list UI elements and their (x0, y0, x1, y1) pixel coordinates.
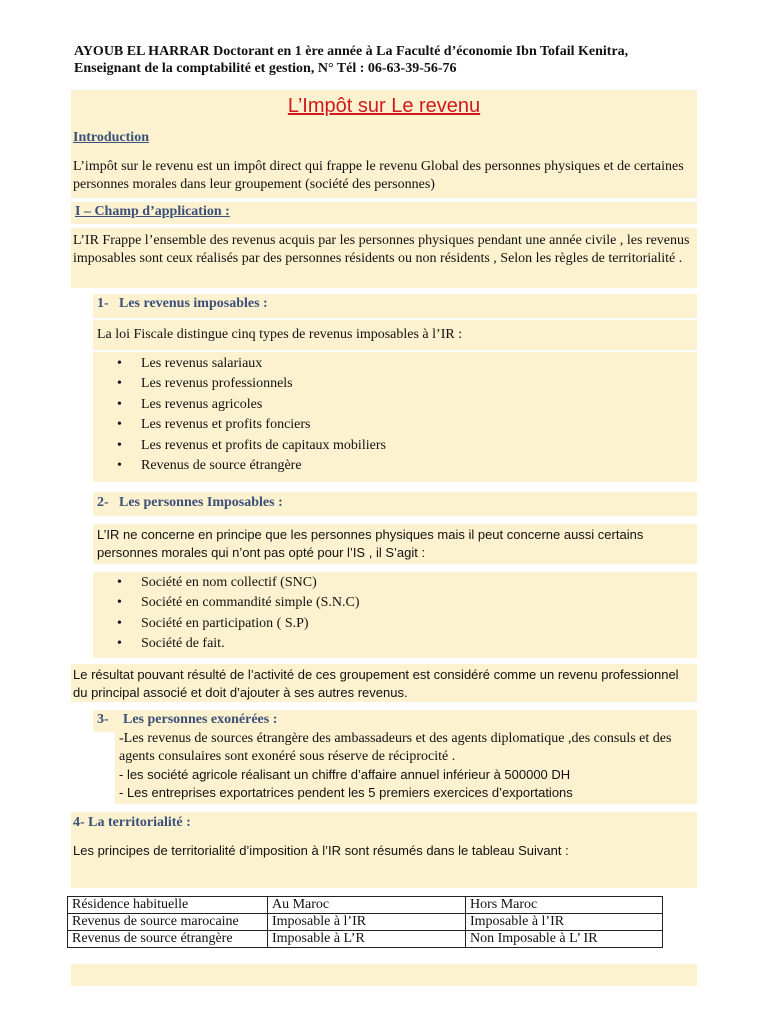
list-item: • Société en commandité simple (S.N.C) (93, 593, 697, 613)
exempt-line-1: -Les revenus de sources étrangère des ambassadeurs et des agents diplomatique ,des consuls et des agents consulaires sont exonéré sous réserve de réciprocité . (119, 731, 672, 764)
table-cell: Imposable à l’IR (466, 914, 663, 931)
revenue-types-list (93, 354, 697, 476)
sub2-heading-block (93, 492, 697, 516)
list-item: • Les revenus salariaux (93, 354, 697, 374)
page-title (71, 90, 697, 128)
sub2-number: 2- (97, 495, 109, 510)
list-item: • Les revenus professionnels (93, 374, 697, 394)
exempt-line-2: - les société agricole réalisant un chiffre d’affaire annuel inférieur à 500000 DH (119, 767, 571, 782)
author-line-1: AYOUB EL HARRAR Doctorant en 1 ère année à La Faculté d’économie Ibn Tofail Kenitra, (74, 44, 629, 59)
list-item: • Les revenus et profits de capitaux mobiliers (93, 436, 697, 456)
section1-heading: I – Champ d’application : (75, 204, 230, 219)
territoriality-table (67, 896, 663, 948)
sub4-heading: 4- La territorialité : (73, 815, 191, 830)
table-cell: Imposable à L’R (268, 931, 466, 948)
list-item: • Société en participation ( S.P) (93, 614, 697, 634)
sub2-intro: L’IR ne concerne en principe que les personnes physiques mais il peut concerne aussi certains personnes morales qui n’ont pas opté pour l’IS , il S’agit : (93, 524, 697, 564)
sub4-paragraph-block (71, 836, 697, 888)
table-cell: Imposable à l’IR (268, 914, 466, 931)
list-item: • Les revenus et profits fonciers (93, 415, 697, 435)
table-cell: Revenus de source étrangère (68, 931, 268, 948)
sub2-result: Le résultat pouvant résulté de l’activité de ces groupement est considéré comme un revenu professionnel du principal associé et doit d’ajouter à ses autres revenus. (71, 664, 697, 702)
table-cell: Résidence habituelle (68, 897, 268, 914)
taxable-entities-list (93, 573, 697, 655)
section1-heading-block (71, 202, 697, 224)
section1-paragraph: L’IR Frappe l’ensemble des revenus acquis par les personnes physiques pendant une année civile , les revenus imposables sont ceux réalisés par des personnes résidents ou non résidents , Selon les règles de territorialité . (71, 228, 697, 288)
sub4-paragraph: Les principes de territorialité d’imposition à l’IR sont résumés dans le tableau Suivant : (73, 843, 569, 858)
sub3-heading-block (93, 710, 697, 732)
sub3-heading: Les personnes exonérées : (123, 712, 278, 727)
table-cell: Hors Maroc (466, 897, 663, 914)
list-item: • Société en nom collectif (SNC) (93, 573, 697, 593)
exempt-line-3: - Les entreprises exportatrices pendent les 5 premiers exercices d’exportations (119, 785, 573, 800)
sub3-lines-block (115, 730, 697, 804)
intro-paragraph: L’impôt sur le revenu est un impôt direct qui frappe le revenu Global des personnes physiques et de certaines personnes morales dans leur groupement (société des personnes) (71, 152, 697, 198)
sub4-heading-block (71, 812, 697, 836)
sub2-list-block (93, 572, 697, 658)
author-line-2: Enseignant de la comptabilité et gestion, N° Tél : 06-63-39-56-76 (74, 61, 457, 76)
page-title-text: L’Impôt sur Le revenu (287, 95, 481, 117)
intro-heading: Introduction (73, 130, 149, 145)
list-item: • Revenus de source étrangère (93, 456, 697, 476)
table-row (68, 914, 663, 931)
table-cell: Revenus de source marocaine (68, 914, 268, 931)
territoriality-table-wrapper (67, 896, 663, 948)
table-row (68, 897, 663, 914)
sub1-heading: Les revenus imposables : (119, 296, 268, 311)
table-cell: Non Imposable à L’ IR (466, 931, 663, 948)
sub3-number: 3- (97, 712, 109, 727)
table-cell: Au Maroc (268, 897, 466, 914)
table-row (68, 931, 663, 948)
sub1-heading-block (93, 294, 697, 318)
list-item: • Les revenus agricoles (93, 395, 697, 415)
sub1-intro: La loi Fiscale distingue cinq types de revenus imposables à l’IR : (93, 320, 697, 350)
sub1-number: 1- (97, 296, 109, 311)
author-header (74, 43, 724, 77)
sub2-heading: Les personnes Imposables : (119, 495, 283, 510)
intro-heading-block (71, 128, 697, 152)
table-highlight (71, 964, 697, 986)
sub1-list-block (93, 352, 697, 482)
list-item: • Société de fait. (93, 634, 697, 654)
